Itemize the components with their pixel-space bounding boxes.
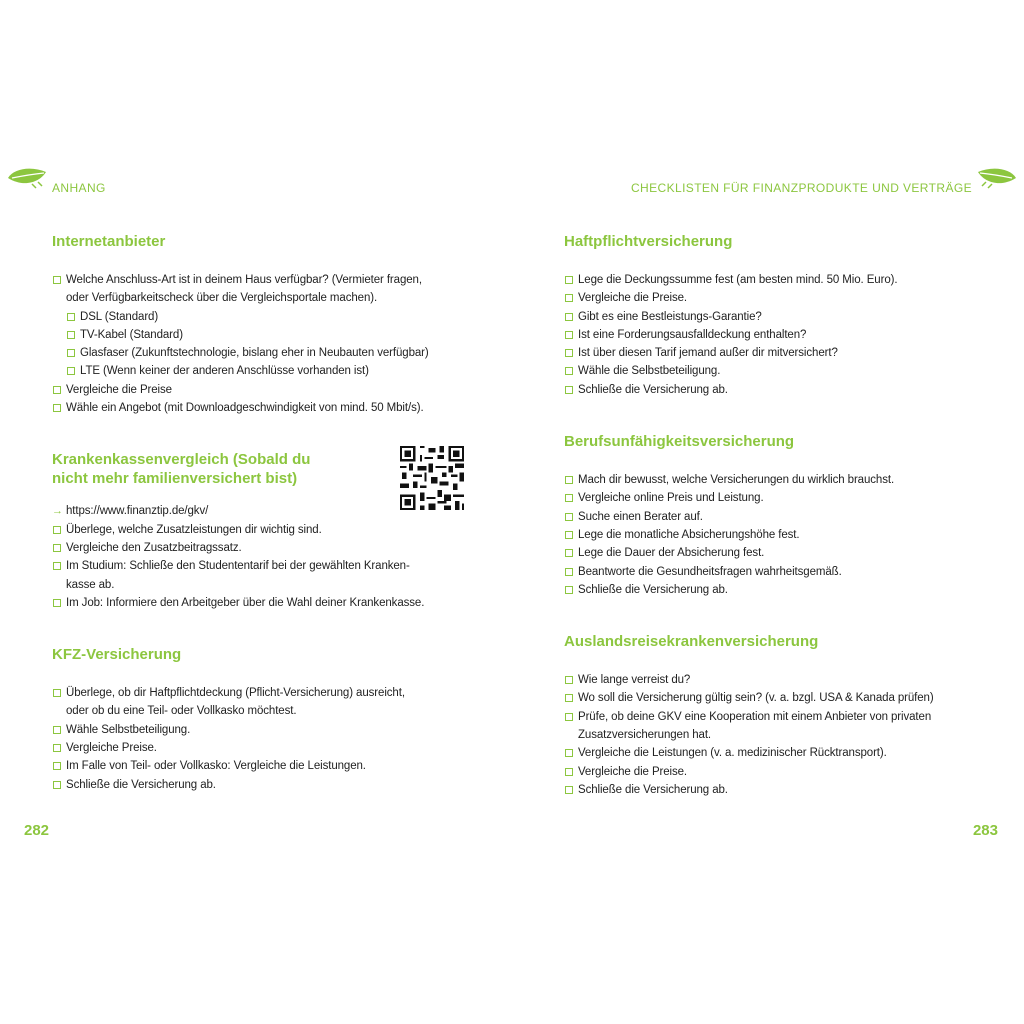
checkbox-icon	[565, 768, 573, 776]
checklist-item: Schließe die Versicherung ab.	[564, 581, 976, 599]
checklist-item: Schließe die Versicherung ab.	[564, 381, 976, 399]
checkbox-icon	[67, 331, 75, 339]
section-kfz-versicherung	[52, 645, 464, 794]
checklist-item: Vergleiche die Preise	[52, 381, 464, 399]
checklist-item: Welche Anschluss-Art ist in deinem Haus verfügbar? (Vermieter fragen,	[52, 271, 464, 289]
checklist	[564, 671, 976, 799]
checklist-item: Vergleiche die Preise.	[564, 289, 976, 307]
checkbox-icon	[565, 331, 573, 339]
checkbox-icon	[565, 494, 573, 502]
checkbox-icon	[53, 562, 61, 570]
checklist-item: Vergleiche online Preis und Leistung.	[564, 489, 976, 507]
checkbox-icon	[565, 476, 573, 484]
checkbox-icon	[565, 313, 573, 321]
checkbox-icon	[53, 404, 61, 412]
checkbox-icon	[53, 526, 61, 534]
section-title: Internetanbieter	[52, 233, 166, 250]
checkbox-icon	[565, 549, 573, 557]
checklist-item: Im Studium: Schließe den Studententarif bei der gewählten Kranken-	[52, 557, 464, 575]
checkbox-icon	[53, 726, 61, 734]
checklist-item-continuation: kasse ab.	[66, 578, 115, 591]
checklist-item-continuation: Zusatzversicherungen hat.	[578, 729, 712, 742]
checklist-item: Ist eine Forderungsausfalldeckung enthalten?	[564, 326, 976, 344]
checklist-item: Wo soll die Versicherung gültig sein? (v. a. bzgl. USA & Kanada prüfen)	[564, 689, 976, 707]
checklist-item: Überlege, welche Zusatzleistungen dir wichtig sind.	[52, 521, 464, 539]
checklist-item: Vergleiche Preise.	[52, 739, 464, 757]
section-krankenkassenvergleich	[52, 450, 464, 612]
section-title: Haftpflichtversicherung	[564, 233, 733, 250]
checklist-subitem: LTE (Wenn keiner der anderen Anschlüsse vorhanden ist)	[52, 362, 464, 380]
checklist-item: Im Job: Informiere den Arbeitgeber über die Wahl deiner Krankenkasse.	[52, 594, 464, 612]
checklist-item: Wie lange verreist du?	[564, 671, 976, 689]
checklist-item: Schließe die Versicherung ab.	[52, 776, 464, 794]
leaf-icon	[974, 166, 1018, 190]
checklist	[52, 502, 464, 612]
checkbox-icon	[67, 367, 75, 375]
qr-code[interactable]	[400, 446, 464, 510]
right-page	[512, 0, 1024, 1024]
checklist-item: Vergleiche die Leistungen (v. a. medizinischer Rücktransport).	[564, 744, 976, 762]
checklist-item: Im Falle von Teil- oder Vollkasko: Vergleiche die Leistungen.	[52, 757, 464, 775]
section-title: Berufsunfähigkeitsversicherung	[564, 433, 795, 451]
checklist-item: Ist über diesen Tarif jemand außer dir mitversichert?	[564, 344, 976, 362]
section-internetanbieter	[52, 232, 464, 417]
leaf-icon	[6, 166, 50, 190]
checkbox-icon	[53, 689, 61, 697]
checkbox-icon	[53, 762, 61, 770]
checklist	[52, 271, 464, 417]
checklist-item: Überlege, ob dir Haftpflichtdeckung (Pflicht-Versicherung) ausreicht,	[52, 684, 464, 702]
checklist	[52, 684, 464, 794]
checkbox-icon	[565, 294, 573, 302]
page-number: 283	[972, 822, 998, 839]
checkbox-icon	[565, 367, 573, 375]
checkbox-icon	[565, 676, 573, 684]
checkbox-icon	[565, 694, 573, 702]
checklist	[564, 271, 976, 399]
checklist-item: Gibt es eine Bestleistungs-Garantie?	[564, 308, 976, 326]
checklist-item: Lege die Deckungssumme fest (am besten mind. 50 Mio. Euro).	[564, 271, 976, 289]
checklist-item: Wähle Selbstbeteiligung.	[52, 721, 464, 739]
checklist-item: Vergleiche die Preise.	[564, 763, 976, 781]
checkbox-icon	[565, 276, 573, 284]
checkbox-icon	[565, 713, 573, 721]
checklist-item-continuation: oder Verfügbarkeitscheck über die Vergleichsportale machen).	[66, 292, 378, 305]
checklist-item: Suche einen Berater auf.	[564, 508, 976, 526]
arrow-icon: →	[52, 505, 63, 518]
page-number: 282	[24, 822, 50, 839]
checklist-item: Lege die monatliche Absicherungshöhe fest.	[564, 526, 976, 544]
checklist-item-continuation: oder ob du eine Teil- oder Vollkasko möchtest.	[66, 705, 297, 718]
running-head: CHECKLISTEN FÜR FINANZPRODUKTE UND VERTRÄGE	[630, 181, 972, 195]
checklist-item: Prüfe, ob deine GKV eine Kooperation mit einem Anbieter von privaten	[564, 708, 976, 726]
section-title: Auslandsreisekrankenversicherung	[564, 633, 819, 651]
checkbox-icon	[67, 349, 75, 357]
checkbox-icon	[565, 586, 573, 594]
checkbox-icon	[53, 744, 61, 752]
checkbox-icon	[53, 544, 61, 552]
section-auslandsreisekrankenversicherung	[564, 632, 976, 799]
checklist-item: Lege die Dauer der Absicherung fest.	[564, 544, 976, 562]
checkbox-icon	[565, 531, 573, 539]
checklist-item: Vergleiche den Zusatzbeitragssatz.	[52, 539, 464, 557]
checklist-item: Wähle die Selbstbeteiligung.	[564, 362, 976, 380]
checklist-subitem: DSL (Standard)	[52, 308, 464, 326]
checklist-item: Schließe die Versicherung ab.	[564, 781, 976, 799]
checkbox-icon	[53, 781, 61, 789]
checklist-subitem: Glasfaser (Zukunftstechnologie, bislang eher in Neubauten verfügbar)	[52, 344, 464, 362]
checkbox-icon	[565, 786, 573, 794]
link-item[interactable]: → https://www.finanztip.de/gkv/	[52, 502, 464, 520]
checkbox-icon	[53, 386, 61, 394]
checkbox-icon	[565, 386, 573, 394]
checkbox-icon	[565, 568, 573, 576]
checkbox-icon	[565, 349, 573, 357]
section-title: Krankenkassenvergleich (Sobald du nicht mehr familienversichert bist)	[52, 451, 311, 488]
checklist-item: Wähle ein Angebot (mit Downloadgeschwindigkeit von mind. 50 Mbit/s).	[52, 399, 464, 417]
running-head: ANHANG	[52, 181, 106, 195]
checklist-item: Mach dir bewusst, welche Versicherungen du wirklich brauchst.	[564, 471, 976, 489]
checklist-subitem: TV-Kabel (Standard)	[52, 326, 464, 344]
checkbox-icon	[565, 749, 573, 757]
checkbox-icon	[565, 513, 573, 521]
checkbox-icon	[53, 599, 61, 607]
checkbox-icon	[67, 313, 75, 321]
section-title: KFZ-Versicherung	[52, 646, 182, 664]
checklist-item: Beantworte die Gesundheitsfragen wahrheitsgemäß.	[564, 563, 976, 581]
section-berufsunfaehigkeitsversicherung	[564, 432, 976, 599]
checklist	[564, 471, 976, 599]
checkbox-icon	[53, 276, 61, 284]
section-haftpflichtversicherung	[564, 232, 976, 399]
